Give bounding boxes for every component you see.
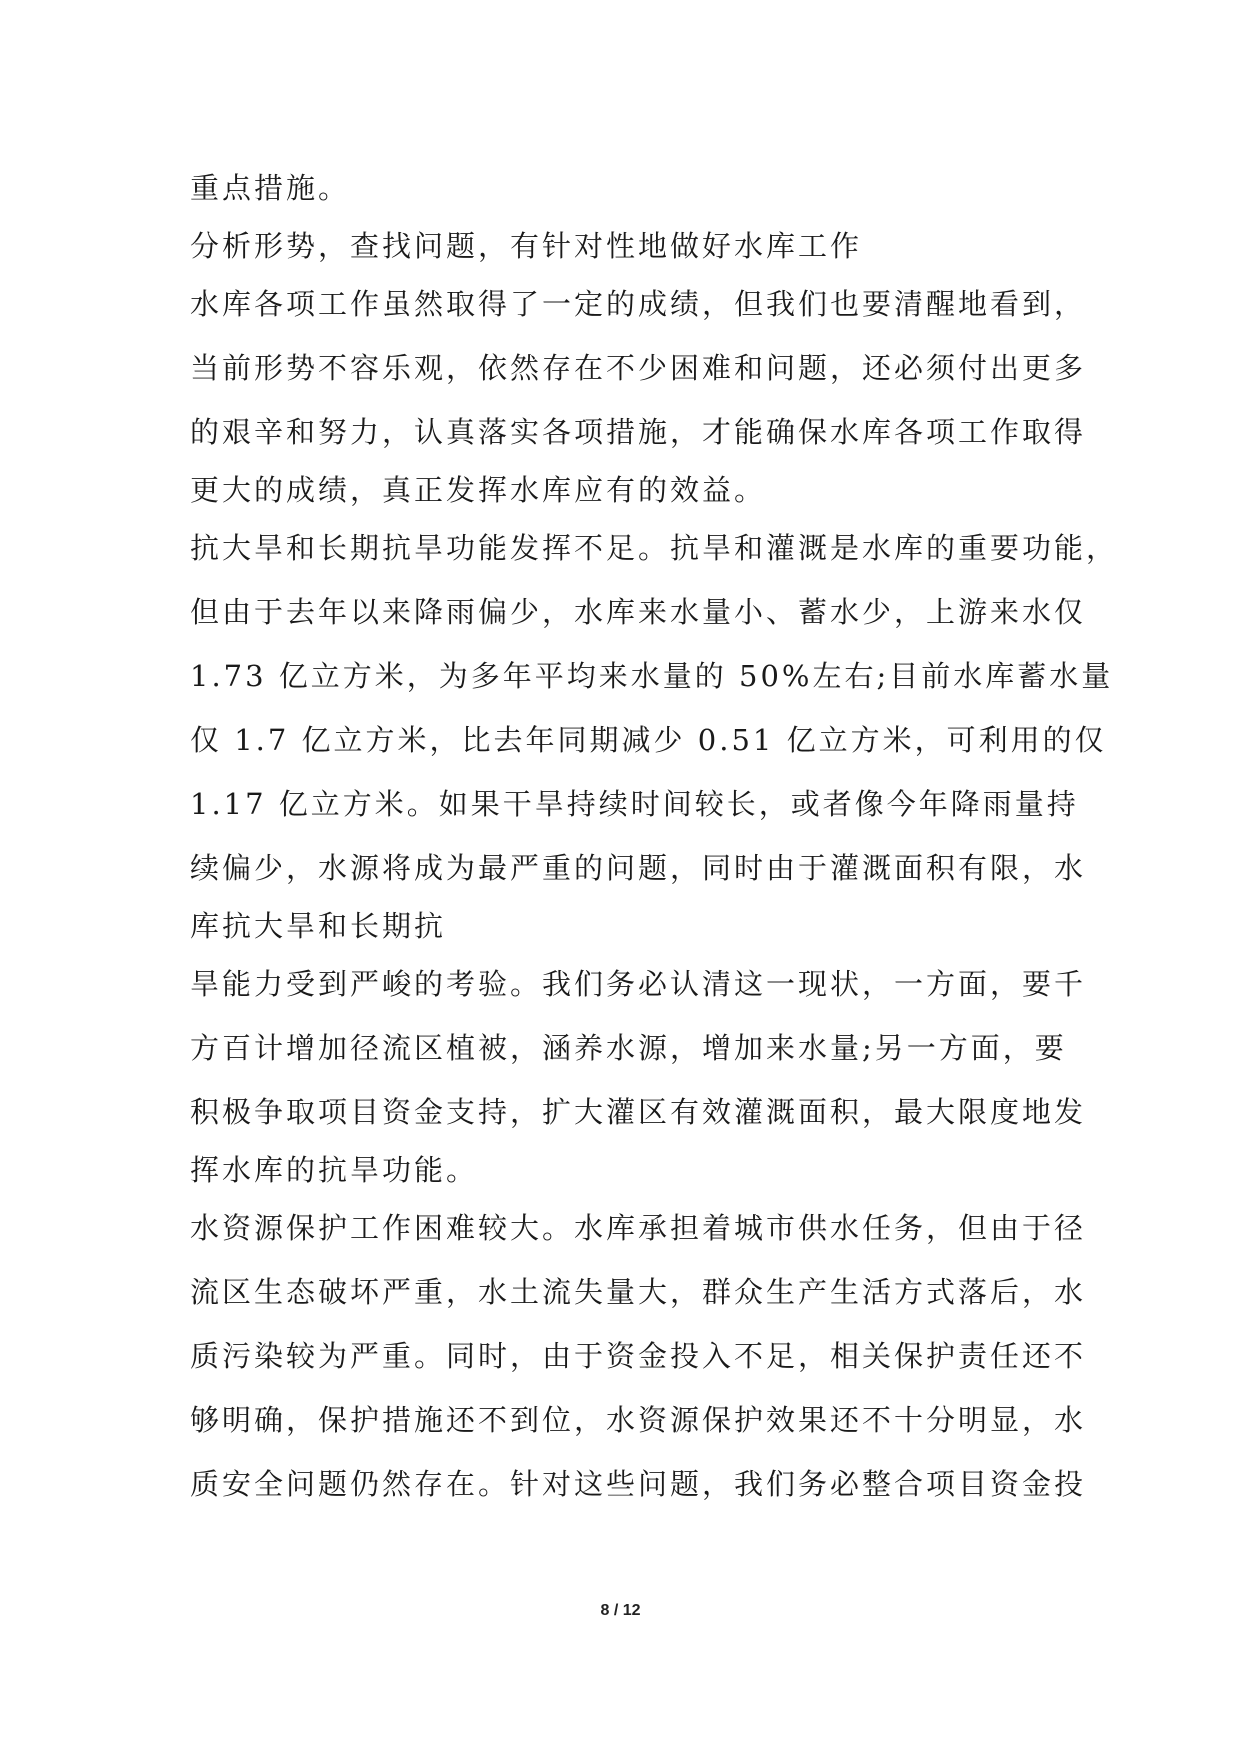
text-line: 的艰辛和努力，认真落实各项措施，才能确保水库各项工作取得 xyxy=(190,415,1087,449)
text-line: 够明确，保护措施还不到位，水资源保护效果还不十分明显，水 xyxy=(190,1403,1087,1437)
text-line: 水资源保护工作困难较大。水库承担着城市供水任务，但由于径 xyxy=(190,1211,1087,1245)
text-line: 挥水库的抗旱功能。 xyxy=(190,1153,479,1187)
text-line: 但由于去年以来降雨偏少，水库来水量小、蓄水少，上游来水仅 xyxy=(190,595,1087,629)
text-line: 库抗大旱和长期抗 xyxy=(190,909,447,943)
text-line: 仅 1.7 亿立方米，比去年同期减少 0.51 亿立方米，可利用的仅 xyxy=(190,723,1107,757)
text-line: 重点措施。 xyxy=(190,171,351,205)
text-line: 水库各项工作虽然取得了一定的成绩，但我们也要清醒地看到， xyxy=(190,287,1087,321)
text-line: 1.17 亿立方米。如果干旱持续时间较长，或者像今年降雨量持 xyxy=(190,787,1079,821)
document-body xyxy=(190,156,1119,1516)
text-line: 质污染较为严重。同时，由于资金投入不足，相关保护责任还不 xyxy=(190,1339,1087,1373)
text-line: 更大的成绩，真正发挥水库应有的效益。 xyxy=(190,473,767,507)
text-line: 方百计增加径流区植被，涵养水源，增加来水量;另一方面，要 xyxy=(190,1031,1067,1065)
text-line: 积极争取项目资金支持，扩大灌区有效灌溉面积，最大限度地发 xyxy=(190,1095,1087,1129)
text-line: 续偏少，水源将成为最严重的问题，同时由于灌溉面积有限，水 xyxy=(190,851,1087,885)
page-number: 8 / 12 xyxy=(600,1602,641,1619)
text-line: 流区生态破坏严重，水土流失量大，群众生产生活方式落后，水 xyxy=(190,1275,1087,1309)
section-heading: 分析形势，查找问题，有针对性地做好水库工作 xyxy=(190,229,863,263)
text-line: 1.73 亿立方米，为多年平均来水量的 50%左右;目前水库蓄水量 xyxy=(190,659,1114,693)
text-line: 当前形势不容乐观，依然存在不少困难和问题，还必须付出更多 xyxy=(190,351,1087,385)
text-line: 质安全问题仍然存在。针对这些问题，我们务必整合项目资金投 xyxy=(190,1467,1087,1501)
text-line: 抗大旱和长期抗旱功能发挥不足。抗旱和灌溉是水库的重要功能， xyxy=(190,531,1119,565)
text-line: 旱能力受到严峻的考验。我们务必认清这一现状，一方面，要千 xyxy=(190,967,1087,1001)
